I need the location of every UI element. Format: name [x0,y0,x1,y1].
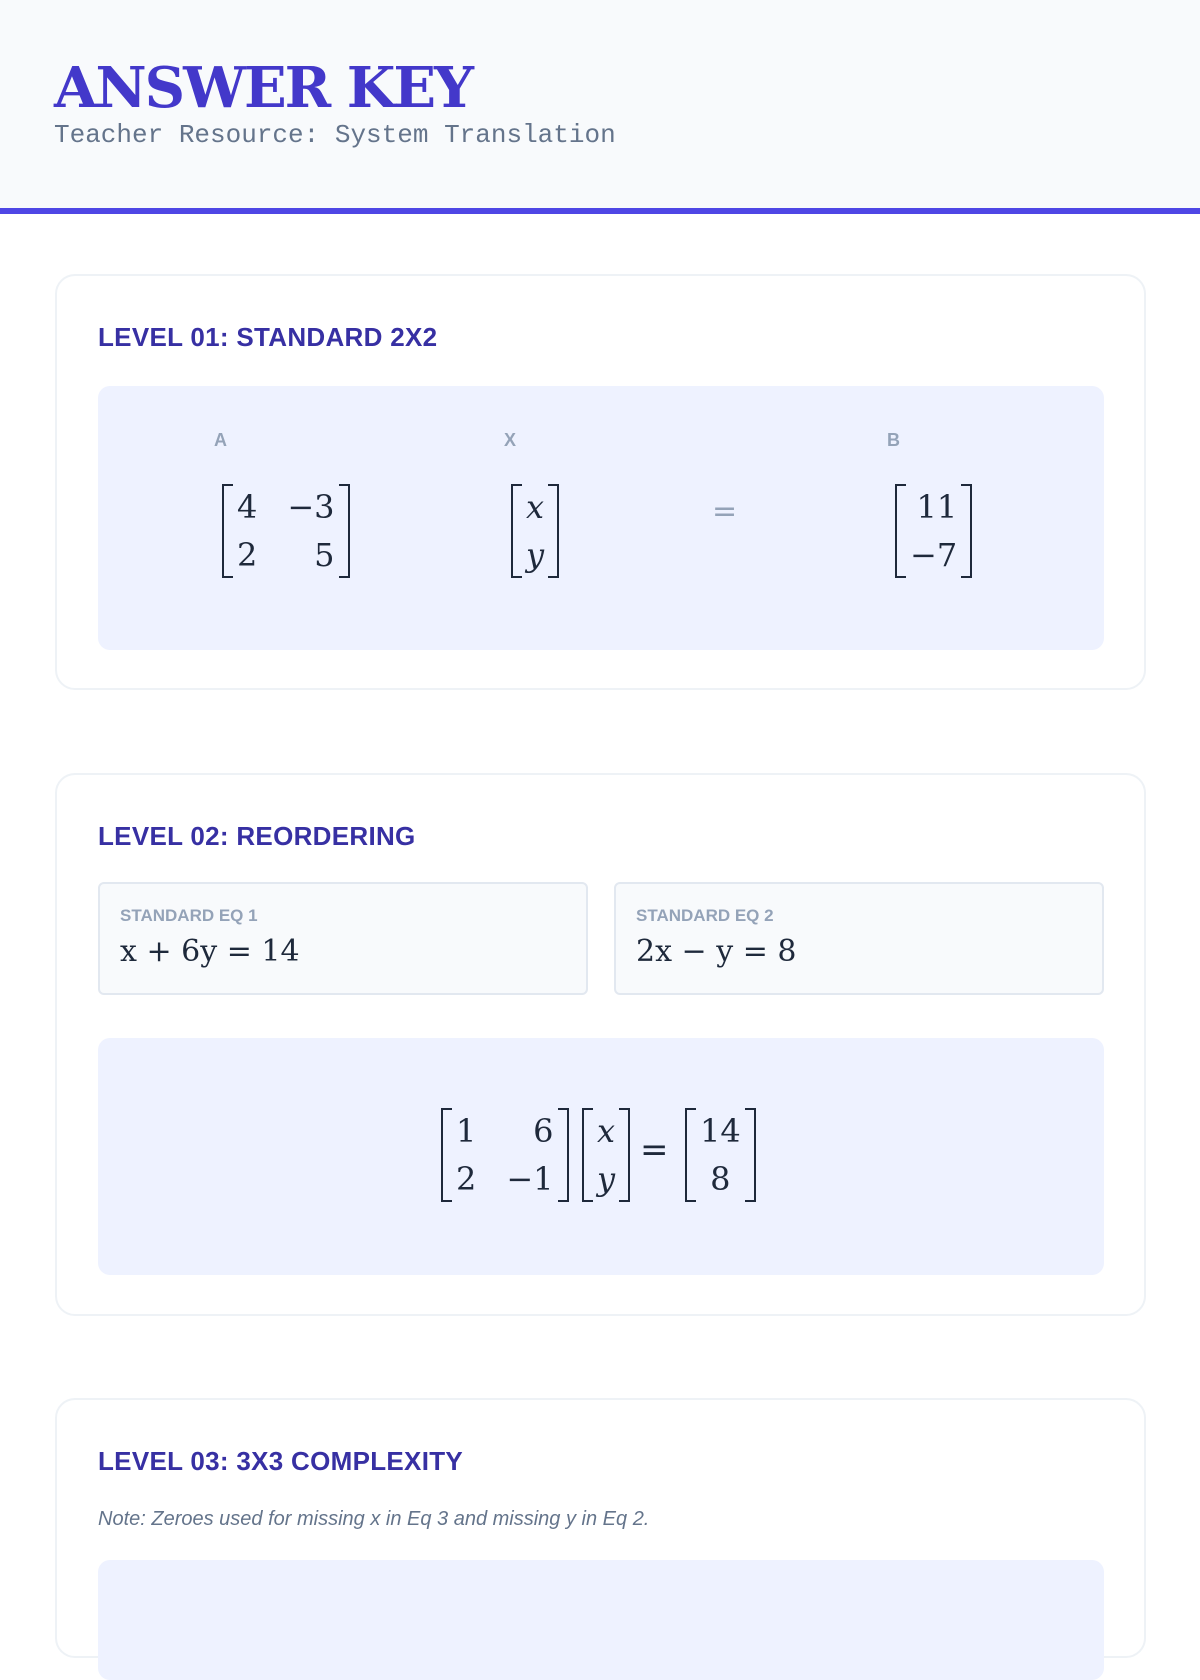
standard-eq-2-box [614,882,1104,995]
level-3-card [55,1398,1146,1658]
matrix-cell: y [597,1160,616,1198]
matrix-x [511,484,559,578]
matrix-cell: −3 [287,488,335,526]
header [0,0,1200,214]
matrix-cell: 14 [700,1112,741,1150]
matrix-cell: x [597,1112,616,1150]
matrix-cell: 8 [710,1160,731,1198]
matrix-x [582,1108,630,1202]
page-title: ANSWER KEY [54,55,473,121]
level-1-card [55,274,1146,690]
level-3-title: LEVEL 03: 3X3 COMPLEXITY [98,1446,464,1476]
matrix-cell: 11 [916,488,958,526]
level-1-matrix-panel [98,386,1104,650]
matrix-b-label: B [887,430,900,450]
matrix-cell: 5 [314,536,335,574]
matrix-cell: −1 [506,1160,554,1198]
matrix-a [222,484,350,578]
matrix-cell: 1 [456,1112,477,1150]
level-3-note: Note: Zeroes used for missing x in Eq 3 and missing y in Eq 2. [98,1508,650,1530]
level-2-card [55,773,1146,1316]
matrix-a [441,1108,569,1202]
standard-eq-1: x + 6y = 14 [120,934,300,969]
matrix-cell: 2 [456,1160,477,1198]
matrix-cell: y [526,536,545,574]
matrix-cell: 4 [237,488,258,526]
matrix-b [895,484,972,578]
level-3-matrix-panel [98,1560,1104,1680]
standard-eq-1-label: STANDARD EQ 1 [120,906,258,925]
standard-eq-2-label: STANDARD EQ 2 [636,906,774,925]
level-2-matrix-panel [98,1038,1104,1275]
equals-sign: = [712,494,738,529]
standard-eq-2: 2x − y = 8 [636,934,797,969]
matrix-cell: x [526,488,545,526]
level-1-title: LEVEL 01: STANDARD 2X2 [98,322,438,352]
matrix-cell: −7 [910,536,958,574]
matrix-b [685,1108,756,1202]
matrix-x-label: X [504,430,517,450]
equals-sign: = [640,1130,669,1170]
page-subtitle: Teacher Resource: System Translation [54,120,616,150]
matrix-cell: 6 [533,1112,554,1150]
level-2-title: LEVEL 02: REORDERING [98,821,416,851]
matrix-a-label: A [214,430,227,450]
matrix-cell: 2 [237,536,258,574]
standard-eq-1-box [98,882,588,995]
